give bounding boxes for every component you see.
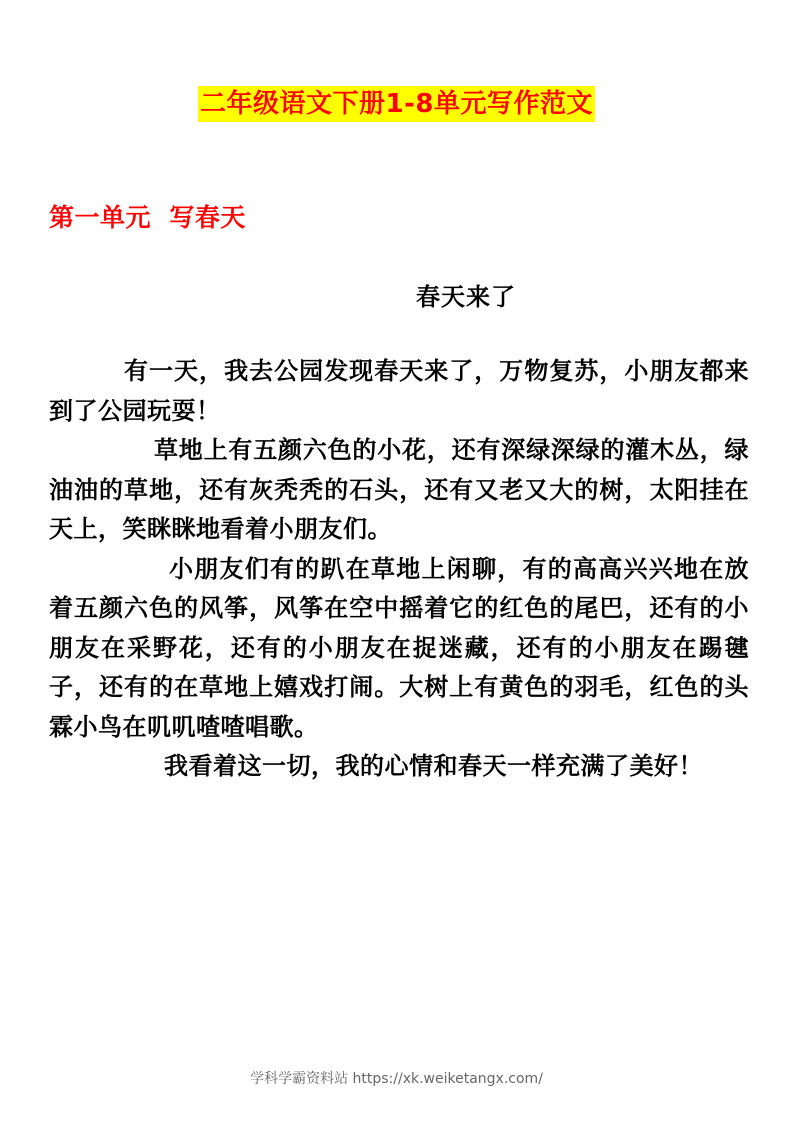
footer-watermark: 学科学霸资料站 https://xk.weiketangx.com/ [250,1071,543,1087]
essay-paragraph: 我看着这一切，我的心情和春天一样充满了美好！ [164,752,703,780]
essay-paragraph: 小朋友们有的趴在草地上闲聊，有的高高兴兴地在放着五颜六色的风筝，风筝在空中摇着它的红色的尾巴，还有的小朋友在采野花，还有的小朋友在捉迷藏，还有的小朋友在踢毽子，还有的在草地上嬉戏打闹。大树上有黄色的羽毛，红色的头霖小鸟在叽叽喳喳唱歌。 [49,554,749,741]
essay-title: 春天来了 [416,283,516,311]
essay-paragraph: 有一天，我去公园发现春天来了，万物复苏，小朋友都来到了公园玩耍！ [49,357,749,425]
page-title: 二年级语文下册1-8单元写作范文 [198,86,595,122]
essay-paragraph: 草地上有五颜六色的小花，还有深绿深绿的灌木丛，绿油油的草地，还有灰秃秃的石头，还有又老又大的树，太阳挂在天上，笑眯眯地看着小朋友们。 [49,436,749,543]
essay-body [49,352,749,787]
page-title-container [0,86,793,122]
unit-heading: 第一单元 写春天 [49,203,246,232]
